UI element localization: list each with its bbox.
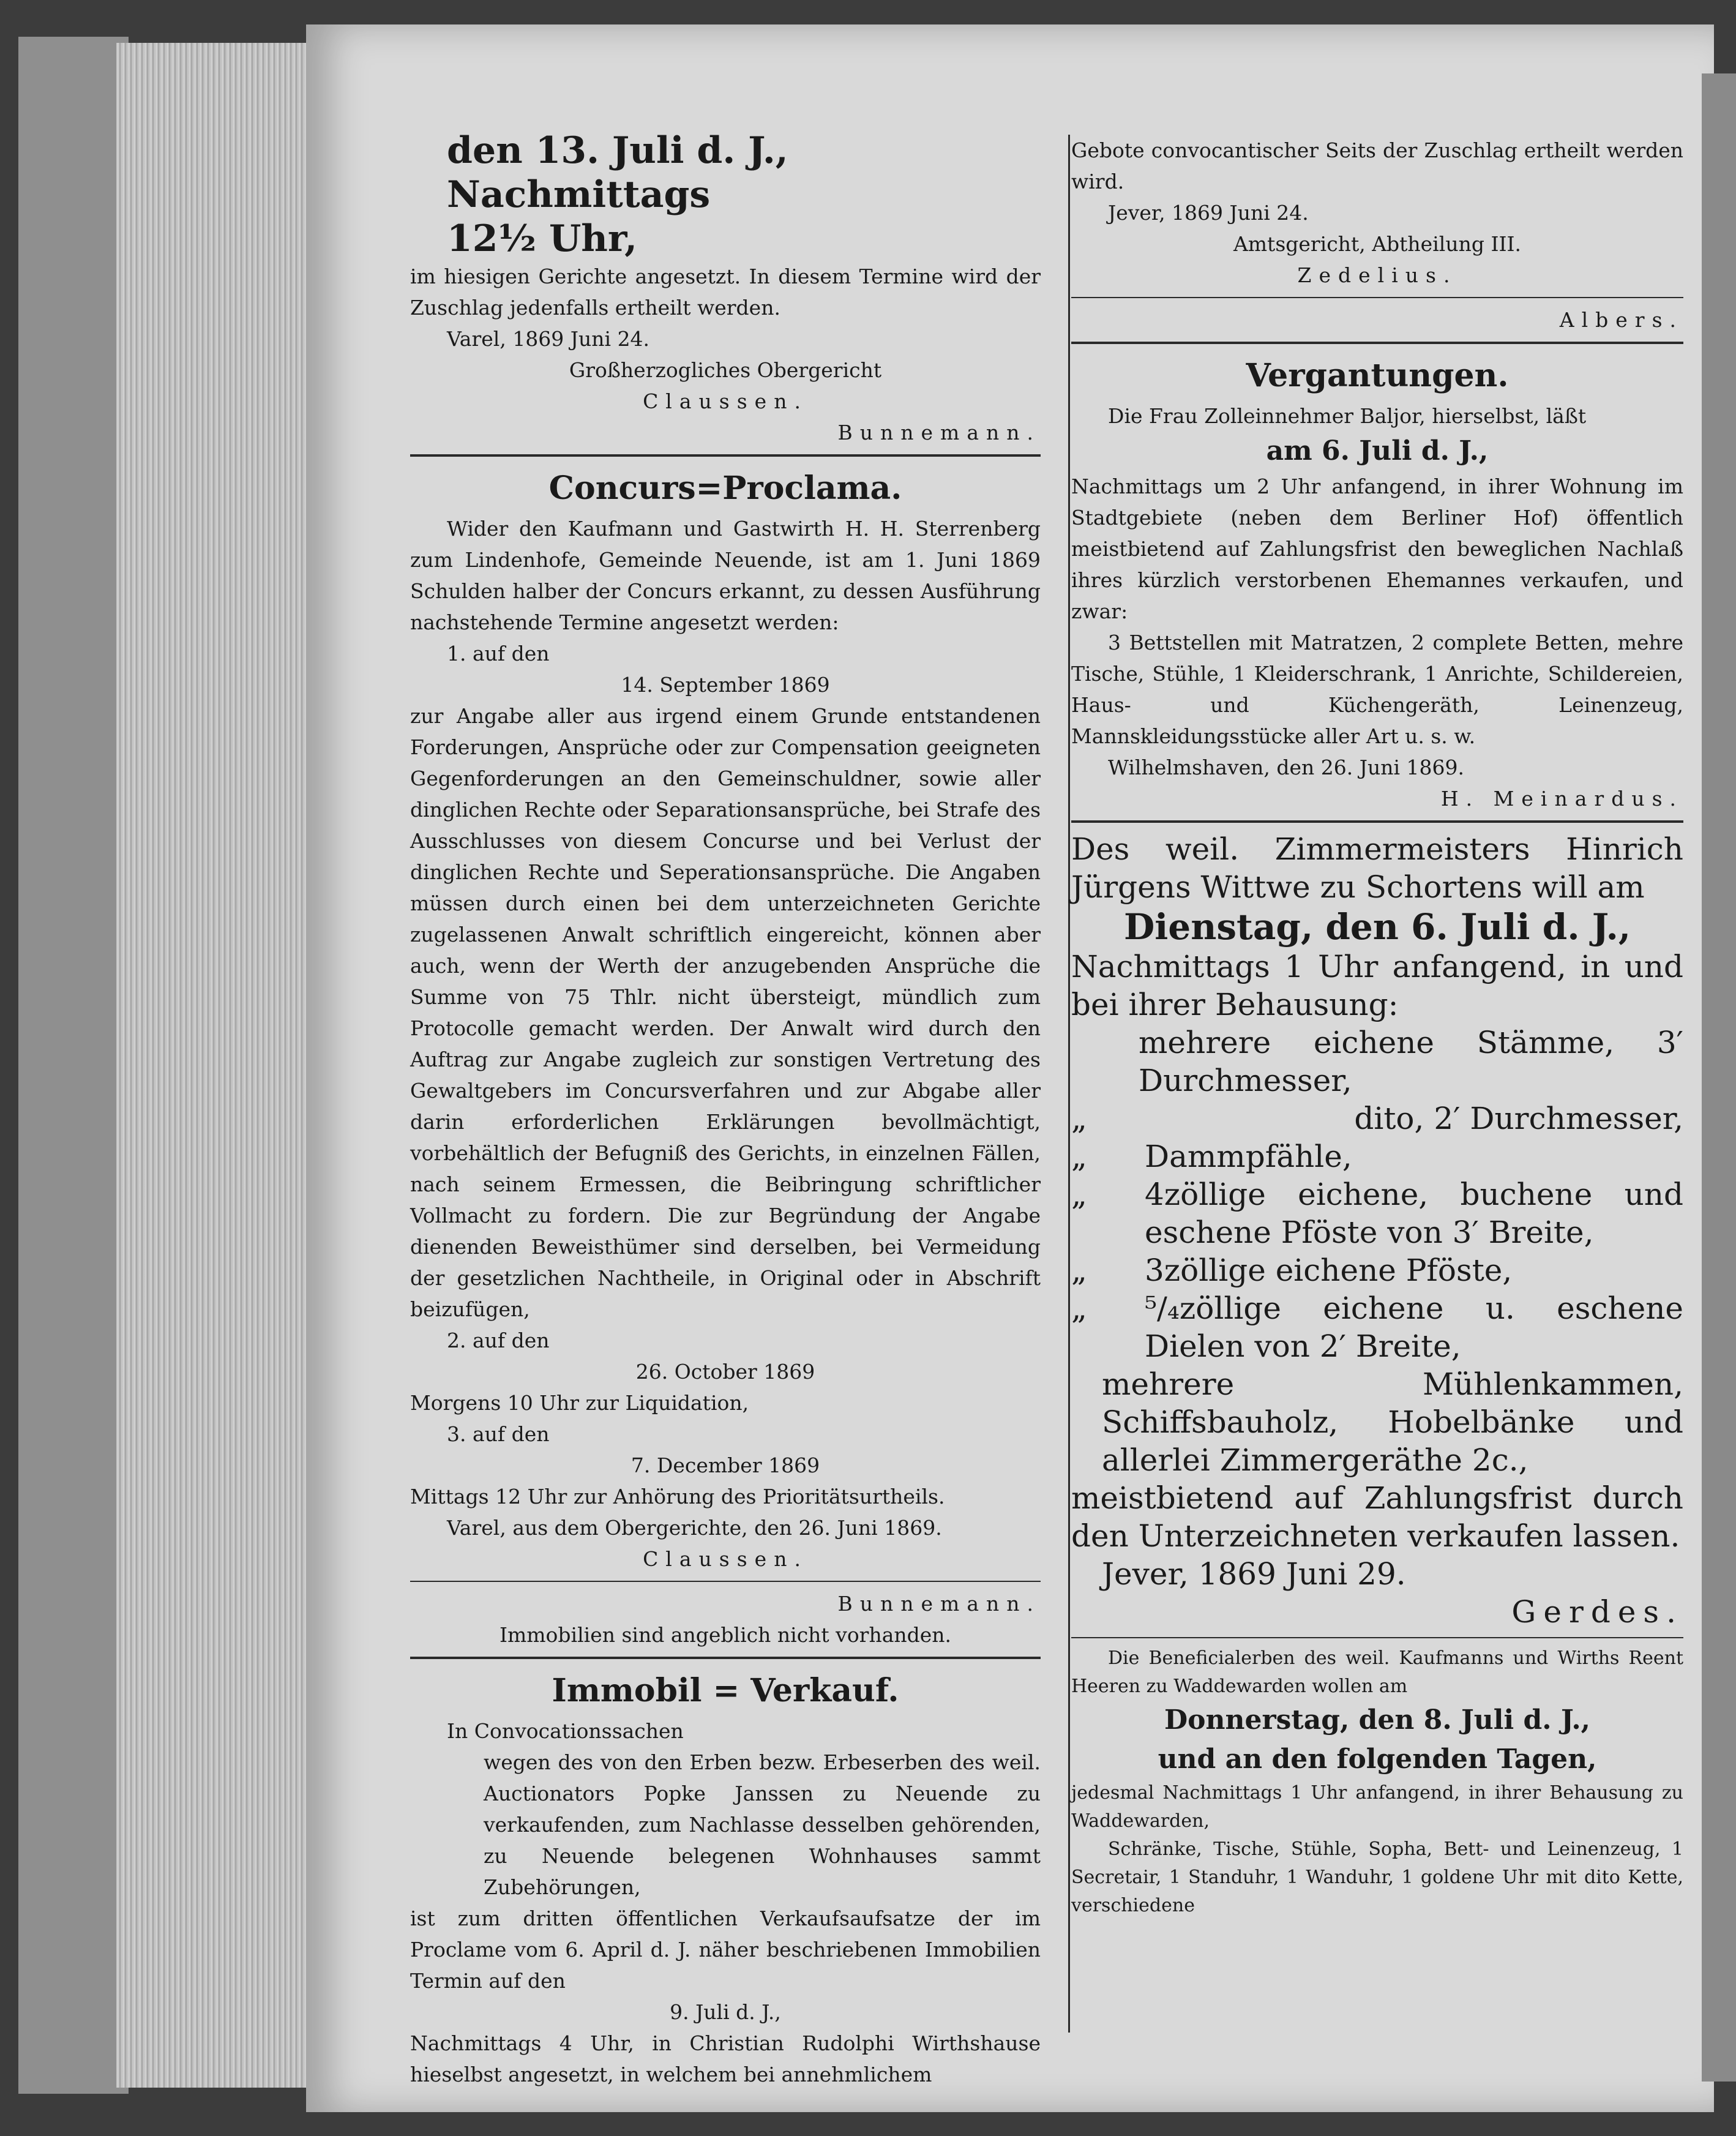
immobil-heading: Immobil = Verkauf. — [552, 1672, 899, 1709]
term1-date: 14. September 1869 — [621, 673, 830, 697]
ditto-mark: „ — [1071, 1139, 1087, 1174]
juergens-item-7: mehrere Mühlenkammen, Schiffsbauholz, Hobelbänke und allerlei Zimmergeräthe 2c., — [1102, 1366, 1683, 1478]
notice-signer-1: Claussen. — [643, 389, 808, 413]
term2-text: Morgens 10 Uhr zur Liquidation, — [410, 1391, 749, 1415]
jever-court: Amtsgericht, Abtheilung III. — [1233, 232, 1522, 256]
concurs-heading: Concurs=Proclama. — [548, 470, 902, 507]
vergantungen-date: am 6. Juli d. J., — [1266, 435, 1489, 467]
term3-date: 7. December 1869 — [630, 1453, 820, 1477]
notice-signer-2: Bunnemann. — [837, 421, 1041, 444]
heeren-date-1: Donnerstag, den 8. Juli d. J., — [1164, 1704, 1590, 1736]
vergantungen-items: 3 Bettstellen mit Matratzen, 2 complete Betten, mehre Tische, Stühle, 1 Kleiderschrank, 1 Anrichte, Schildereien, Haus- und Küchengeräth, Leinenzeug, Mannskleidungsstücke aller Art u. s. w. — [1071, 631, 1683, 748]
vergantungen-body: Nachmittags um 2 Uhr anfangend, in ihrer Wohnung im Stadtgebiete (neben dem Berliner Hof) öffentlich meistbietend auf Zahlungsfrist den beweglichen Nachlaß ihres kürzlich verstorbenen Ehemannes verkaufen, und zwar: — [1071, 474, 1683, 623]
concurs-proclama — [410, 464, 1041, 1651]
notice-court: Großherzogliches Obergericht — [569, 358, 882, 382]
term3-text: Mittags 12 Uhr zur Anhörung des Prioritätsurtheils. — [410, 1485, 945, 1508]
ditto-mark: „ — [1071, 1253, 1087, 1288]
notice-date-line-1: den 13. Juli d. J., Nachmittags — [447, 129, 788, 216]
jever-signer-1: Zedelius. — [1297, 263, 1457, 287]
jever-body: Gebote convocantischer Seits der Zuschlag ertheilt werden wird. — [1071, 138, 1683, 193]
left-column — [410, 129, 1041, 2086]
divider — [410, 454, 1041, 457]
term2-date: 26. October 1869 — [635, 1360, 815, 1384]
divider — [410, 1657, 1041, 1659]
divider — [1071, 342, 1683, 344]
term3-label: 3. auf den — [447, 1422, 550, 1446]
concurs-note: Immobilien sind angeblich nicht vorhanden. — [499, 1623, 952, 1647]
juergens-item-row — [1071, 1289, 1683, 1365]
juergens-item-row — [1071, 1137, 1683, 1175]
juergens-item-3: Dammpfähle, — [1145, 1139, 1352, 1174]
vergantungen-signer: H. Meinardus. — [1440, 787, 1683, 811]
vergantungen-intro: Die Frau Zolleinnehmer Baljor, hierselbst, läßt — [1108, 404, 1587, 428]
juergens-time: Nachmittags 1 Uhr anfangend, in und bei ihrer Behausung: — [1071, 949, 1683, 1022]
concurs-place-date: Varel, aus dem Obergerichte, den 26. Juni 1869. — [447, 1516, 942, 1540]
juergens-place-date: Jever, 1869 Juni 29. — [1102, 1556, 1406, 1592]
heeren-date-2: und an den folgenden Tagen, — [1158, 1744, 1597, 1775]
juergens-closing: meistbietend auf Zahlungsfrist durch den Unterzeichneten verkaufen lassen. — [1071, 1480, 1683, 1554]
juergens-item-2: dito, 2′ Durchmesser, — [1354, 1101, 1683, 1136]
heeren-items: Schränke, Tische, Stühle, Sopha, Bett- und Leinenzeug, 1 Secretair, 1 Standuhr, 1 Wanduhr, 1 goldene Uhr mit dito Kette, verschiedene — [1071, 1838, 1683, 1916]
jever-place-date: Jever, 1869 Juni 24. — [1108, 201, 1309, 225]
page-stack-edge — [116, 43, 318, 2088]
jever-signer-2: Albers. — [1559, 308, 1683, 332]
term2-label: 2. auf den — [447, 1328, 550, 1352]
vergantungen-heading: Vergantungen. — [1246, 357, 1509, 394]
heeren-auction — [1071, 1644, 1683, 1920]
juergens-item-row — [1071, 1100, 1683, 1137]
immobil-verkauf — [410, 1666, 1041, 2090]
heeren-intro: Die Beneficialerben des weil. Kaufmanns und Wirths Reent Heeren zu Waddewarden wollen am — [1071, 1647, 1683, 1697]
divider — [1071, 1637, 1683, 1638]
notice-place-date: Varel, 1869 Juni 24. — [447, 327, 650, 351]
vergantungen-place-date: Wilhelmshaven, den 26. Juni 1869. — [1108, 755, 1464, 779]
varel-notice — [410, 129, 1041, 448]
juergens-title: Des weil. Zimmermeisters Hinrich Jürgens Wittwe zu Schortens will am — [1071, 831, 1683, 905]
juergens-item-6: ⁵/₄zöllige eichene u. eschene Dielen von 2′ Breite, — [1145, 1291, 1683, 1364]
concurs-intro: Wider den Kaufmann und Gastwirth H. H. Sterrenberg zum Lindenhofe, Gemeinde Neuende, ist am 1. Juni 1869 Schulden halber der Concurs erkannt, zu dessen Ausführung nachstehende Termine angesetzt werden: — [410, 517, 1041, 634]
vergantungen — [1071, 351, 1683, 814]
heeren-body: jedesmal Nachmittags 1 Uhr anfangend, in ihrer Behausung zu Waddewarden, — [1071, 1782, 1683, 1832]
immobil-body: ist zum dritten öffentlichen Verkaufsaufsatze der im Proclame vom 6. April d. J. näher beschriebenen Immobilien Termin auf den — [410, 1906, 1041, 1993]
juergens-signer: Gerdes. — [1511, 1594, 1683, 1630]
notice-body: im hiesigen Gerichte angesetzt. In diesem Termine wird der Zuschlag jedenfalls ertheilt werden. — [410, 264, 1041, 320]
immobil-body-indented: wegen des von den Erben bezw. Erbeserben des weil. Auctionators Popke Janssen zu Neuende zu verkaufenden, zum Nachlasse desselben gehörenden, zu Neuende belegenen Wohnhauses sammt Zubehörungen, — [484, 1750, 1041, 1899]
ditto-mark: „ — [1071, 1101, 1087, 1136]
book-right-edge — [1702, 73, 1736, 2082]
divider — [1071, 297, 1683, 298]
right-column — [1071, 135, 1683, 2045]
ditto-mark: „ — [1071, 1291, 1087, 1326]
term1-label: 1. auf den — [447, 642, 550, 665]
term1-text: zur Angabe aller aus irgend einem Grunde entstandenen Forderungen, Ansprüche oder zur Compensation geeigneten Gegenforderungen an den Gemeinschuldner, sowie aller dinglichen Rechte oder Separationsansprüche, bei Strafe des Ausschlusses von diesem Concurse und bei Verlust der dinglichen Rechte und Seperationsansprüche. Die Angaben müssen durch einen bei dem unterzeichneten Gerichte zugelassenen Anwalt schriftlich eingereicht, können aber auch, wenn der Werth der anzugebenden Ansprüche die Summe von 75 Thlr. nicht übersteigt, mündlich zum Protocolle gemacht werden. Der Anwalt wird durch den Auftrag zur Angabe zugleich zur sonstigen Vertretung des Gewaltgebers im Concursverfahren und zur Abgabe aller darin erforderlichen Erklärungen bevollmächtigt, vorbehältlich der Befugniß des Gerichts, in einzelnen Fällen, nach seinem Ermessen, die Beibringung schriftlicher Vollmacht zu fordern. Die zur Begründung der Angabe dienenden Beweisthümer sind derselben, bei Vermeidung der gesetzlichen Nachtheile, in Original oder in Abschrift beizufügen, — [410, 704, 1041, 1321]
juergens-item-4: 4zöllige eichene, buchene und eschene Pföste von 3′ Breite, — [1145, 1177, 1683, 1250]
juergens-auction — [1071, 830, 1683, 1631]
divider — [410, 1581, 1041, 1582]
book-cover-edge — [18, 37, 129, 2094]
divider — [1071, 820, 1683, 823]
notice-date-line-2: 12½ Uhr, — [447, 217, 638, 260]
juergens-item-row — [1071, 1251, 1683, 1289]
juergens-item-1: mehrere eichene Stämme, 3′ Durchmesser, — [1139, 1025, 1683, 1098]
column-divider — [1068, 135, 1070, 2033]
concurs-signer-2: Bunnemann. — [837, 1592, 1041, 1616]
concurs-signer-1: Claussen. — [643, 1547, 808, 1571]
juergens-date: Dienstag, den 6. Juli d. J., — [1123, 906, 1631, 948]
immobil-date: 9. Juli d. J., — [670, 2000, 781, 2024]
immobil-tail: Nachmittags 4 Uhr, in Christian Rudolphi Wirthshause hieselbst angesetzt, in welchem bei annehmlichem — [410, 2031, 1041, 2086]
juergens-item-5: 3zöllige eichene Pföste, — [1145, 1253, 1513, 1288]
ditto-mark: „ — [1071, 1177, 1087, 1212]
juergens-item-row — [1071, 1175, 1683, 1251]
jever-notice — [1071, 135, 1683, 335]
immobil-line-1: In Convocationssachen — [447, 1719, 684, 1743]
